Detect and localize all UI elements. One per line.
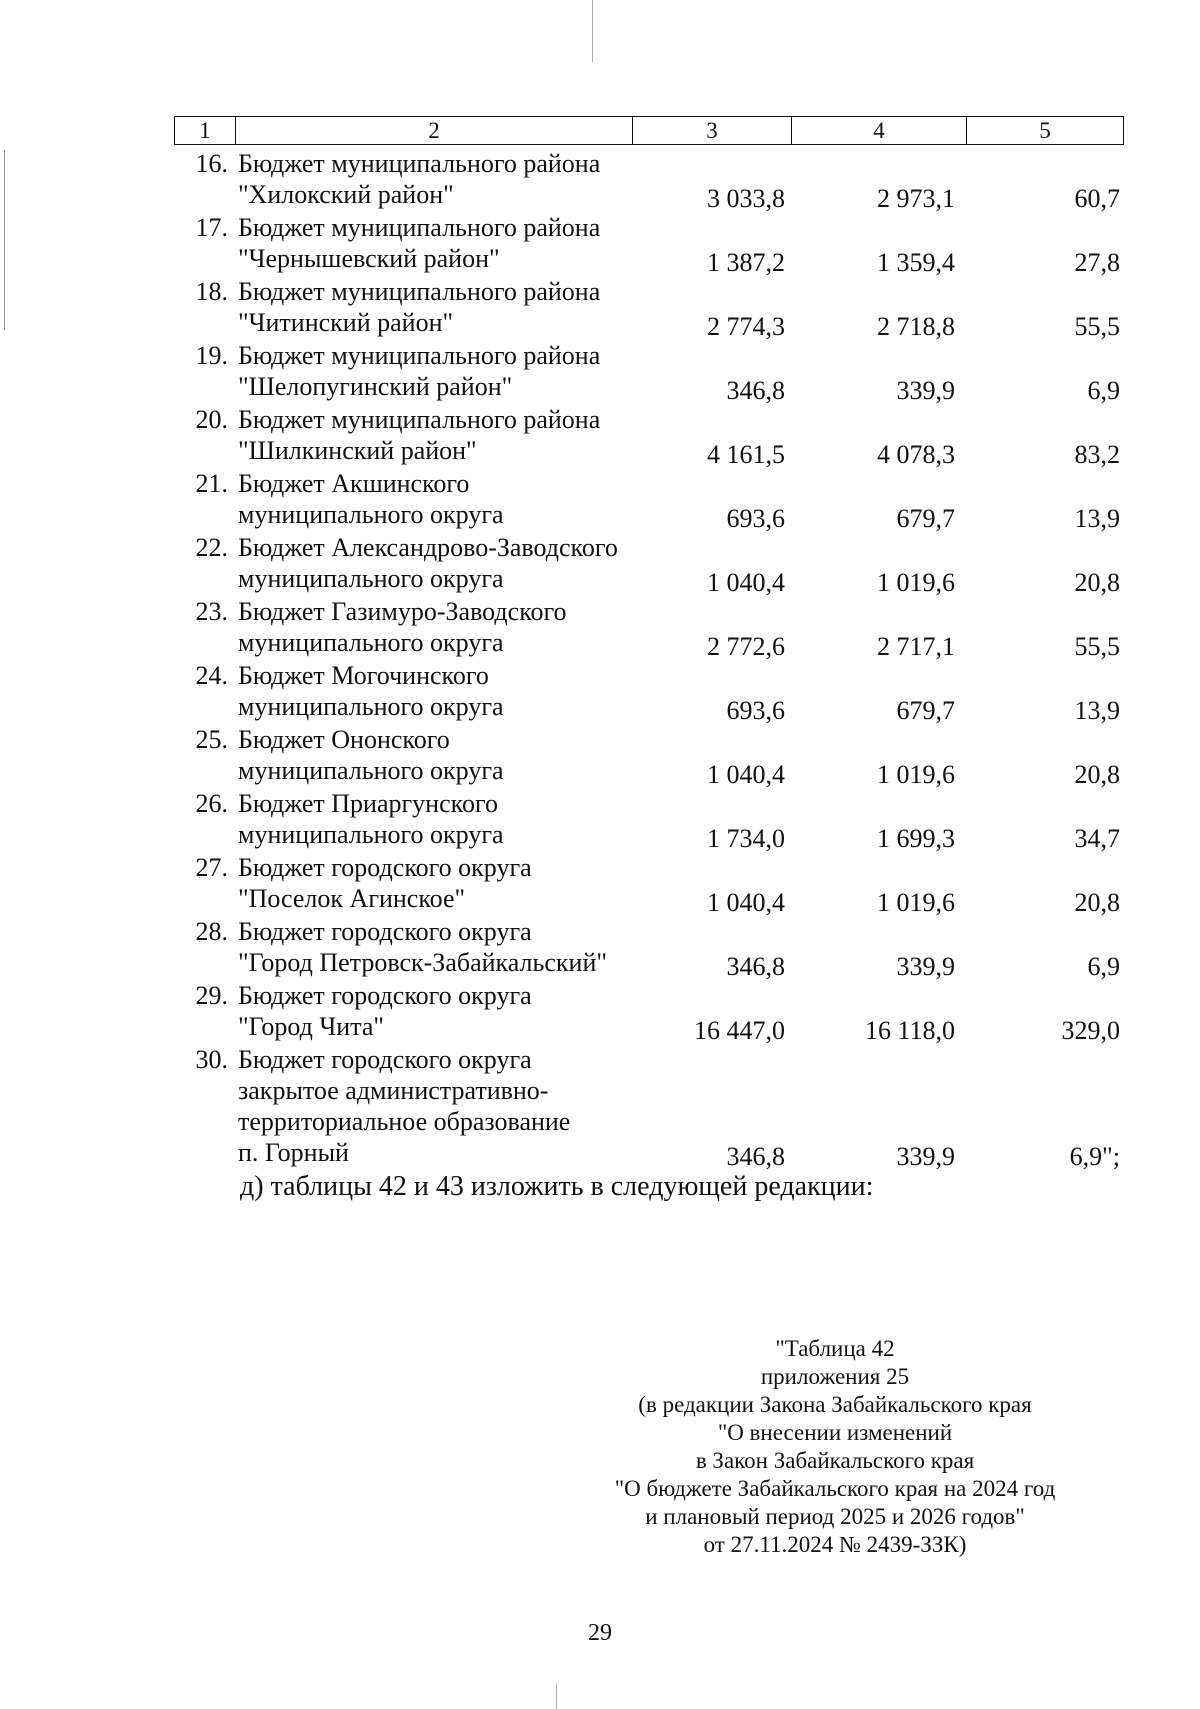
row-value-3: 2 772,6 xyxy=(707,632,785,661)
row-value-4: 1 019,6 xyxy=(877,568,955,597)
row-value-5: 20,8 xyxy=(1074,760,1120,789)
row-name-line: "Хилокский район" xyxy=(238,180,454,209)
row-value-5: 55,5 xyxy=(1074,312,1120,341)
row-value-5: 20,8 xyxy=(1074,568,1120,597)
row-value-4: 679,7 xyxy=(896,504,955,533)
row-name-line: Бюджет городского округа xyxy=(238,1045,532,1074)
row-number: 28. xyxy=(195,917,228,946)
row-value-5: 55,5 xyxy=(1074,632,1120,661)
row-number: 18. xyxy=(195,277,228,306)
row-number: 29. xyxy=(195,981,228,1010)
table-row xyxy=(0,404,1200,468)
table-row xyxy=(0,788,1200,852)
col-header-2: 2 xyxy=(236,117,633,145)
row-value-3: 693,6 xyxy=(726,696,785,725)
row-value-3: 1 040,4 xyxy=(707,888,785,917)
caption-line: приложения 25 xyxy=(760,1364,910,1389)
table-row xyxy=(0,276,1200,340)
row-name xyxy=(238,148,678,210)
page-number: 29 xyxy=(588,1620,612,1646)
row-value-5: 20,8 xyxy=(1074,888,1120,917)
caption-line: (в редакции Закона Забайкальского края xyxy=(638,1392,1032,1417)
row-value-3: 4 161,5 xyxy=(707,440,785,469)
caption-line: "О бюджете Забайкальского края на 2024 год xyxy=(614,1476,1056,1501)
table-row xyxy=(0,660,1200,724)
caption-line: от 27.11.2024 № 2439-ЗЗК) xyxy=(703,1532,967,1557)
row-value-3: 1 734,0 xyxy=(707,824,785,853)
row-value-4: 2 973,1 xyxy=(877,184,955,213)
row-name-line: муниципального округа xyxy=(238,820,504,849)
row-name-line: "Поселок Агинское" xyxy=(238,884,466,913)
row-value-5: 329,0 xyxy=(1061,1016,1120,1045)
table-row xyxy=(0,148,1200,212)
row-number: 25. xyxy=(195,725,228,754)
caption-line: в Закон Забайкальского края xyxy=(695,1448,975,1473)
row-value-4: 4 078,3 xyxy=(877,440,955,469)
row-name-line: "Читинский район" xyxy=(238,308,454,337)
row-number: 23. xyxy=(195,597,228,626)
row-name xyxy=(238,788,678,850)
table-row xyxy=(0,532,1200,596)
row-name-line: Бюджет Акшинского xyxy=(238,469,470,498)
table-row xyxy=(0,852,1200,916)
row-name-line: Бюджет городского округа xyxy=(238,853,532,882)
row-number: 27. xyxy=(195,853,228,882)
row-value-5: 6,9"; xyxy=(1069,1142,1120,1171)
row-name xyxy=(238,852,678,914)
row-name-line: Бюджет Могочинского xyxy=(238,661,489,690)
row-number: 19. xyxy=(195,341,228,370)
row-number: 22. xyxy=(195,533,228,562)
row-name xyxy=(238,1044,678,1168)
row-name xyxy=(238,468,678,530)
row-name-line: п. Горный xyxy=(238,1138,349,1167)
row-name-line: "Шелопугинский район" xyxy=(238,372,513,401)
row-value-5: 6,9 xyxy=(1087,952,1120,981)
table-row xyxy=(0,340,1200,404)
row-name-line: Бюджет Газимуро-Заводского xyxy=(238,597,567,626)
caption-line: и плановый период 2025 и 2026 годов" xyxy=(645,1504,1025,1529)
row-number: 20. xyxy=(195,405,228,434)
row-name xyxy=(238,212,678,274)
row-name xyxy=(238,532,678,594)
row-number: 30. xyxy=(195,1045,228,1074)
row-value-3: 346,8 xyxy=(726,1142,785,1171)
row-name-line: муниципального округа xyxy=(238,692,504,721)
row-name xyxy=(238,916,678,978)
row-value-4: 16 118,0 xyxy=(864,1016,955,1045)
row-value-4: 339,9 xyxy=(896,952,955,981)
row-value-5: 27,8 xyxy=(1074,248,1120,277)
col-header-4: 4 xyxy=(792,117,967,145)
budget-table-body xyxy=(0,148,1200,1170)
row-value-4: 339,9 xyxy=(896,1142,955,1171)
row-value-3: 346,8 xyxy=(726,952,785,981)
row-value-4: 1 019,6 xyxy=(877,888,955,917)
amendment-instruction: д) таблицы 42 и 43 изложить в следующей редакции: xyxy=(240,1171,874,1202)
row-value-3: 1 040,4 xyxy=(707,760,785,789)
row-value-5: 83,2 xyxy=(1074,440,1120,469)
row-number: 16. xyxy=(195,149,228,178)
row-value-5: 13,9 xyxy=(1074,504,1120,533)
col-header-3: 3 xyxy=(633,117,792,145)
row-name-line: Бюджет Приаргунского xyxy=(238,789,498,818)
table-row xyxy=(0,468,1200,532)
table-row xyxy=(0,724,1200,788)
row-value-3: 346,8 xyxy=(726,376,785,405)
row-value-4: 1 359,4 xyxy=(877,248,955,277)
row-name-line: Бюджет муниципального района xyxy=(238,149,601,178)
table-row xyxy=(0,596,1200,660)
row-name xyxy=(238,980,678,1042)
row-name-line: "Шилкинский район" xyxy=(238,436,477,465)
row-number: 24. xyxy=(195,661,228,690)
row-value-3: 2 774,3 xyxy=(707,312,785,341)
row-name-line: Бюджет Александрово-Заводского xyxy=(238,533,618,562)
row-value-3: 1 387,2 xyxy=(707,248,785,277)
row-name-line: "Город Петровск-Забайкальский" xyxy=(238,948,607,977)
row-name-line: муниципального округа xyxy=(238,628,504,657)
row-value-4: 1 019,6 xyxy=(877,760,955,789)
row-name-line: "Город Чита" xyxy=(238,1012,384,1041)
row-name-line: Бюджет муниципального района xyxy=(238,213,601,242)
column-header-table xyxy=(174,116,1124,145)
row-name-line: муниципального округа xyxy=(238,756,504,785)
table-row xyxy=(0,980,1200,1044)
scan-artifact-bottom xyxy=(556,1684,557,1709)
row-name-line: муниципального округа xyxy=(238,500,504,529)
row-name-line: Бюджет Ононского xyxy=(238,725,450,754)
row-value-5: 60,7 xyxy=(1074,184,1120,213)
row-value-4: 2 717,1 xyxy=(877,632,955,661)
table-row xyxy=(0,212,1200,276)
row-name-line: "Чернышевский район" xyxy=(238,244,500,273)
table-row xyxy=(0,1044,1200,1170)
row-value-3: 693,6 xyxy=(726,504,785,533)
row-name-line: закрытое административно- xyxy=(238,1076,549,1105)
row-name xyxy=(238,724,678,786)
row-name-line: Бюджет городского округа xyxy=(238,981,532,1010)
row-name xyxy=(238,660,678,722)
col-header-5: 5 xyxy=(967,117,1124,145)
row-value-4: 339,9 xyxy=(896,376,955,405)
caption-line: "О внесении изменений xyxy=(717,1420,953,1445)
caption-line: "Таблица 42 xyxy=(775,1336,895,1361)
row-name-line: Бюджет муниципального района xyxy=(238,405,601,434)
row-name xyxy=(238,340,678,402)
row-value-4: 679,7 xyxy=(896,696,955,725)
row-name xyxy=(238,596,678,658)
row-number: 26. xyxy=(195,789,228,818)
row-name-line: муниципального округа xyxy=(238,564,504,593)
row-value-4: 1 699,3 xyxy=(877,824,955,853)
row-value-3: 16 447,0 xyxy=(694,1016,785,1045)
row-name-line: Бюджет муниципального района xyxy=(238,277,601,306)
row-value-3: 3 033,8 xyxy=(707,184,785,213)
row-name-line: территориальное образование xyxy=(238,1107,571,1136)
row-name-line: Бюджет муниципального района xyxy=(238,341,601,370)
row-value-4: 2 718,8 xyxy=(877,312,955,341)
row-number: 17. xyxy=(195,213,228,242)
scan-artifact-top xyxy=(592,0,593,62)
row-value-5: 6,9 xyxy=(1087,376,1120,405)
row-value-3: 1 040,4 xyxy=(707,568,785,597)
row-name xyxy=(238,404,678,466)
table-caption xyxy=(580,1335,1090,1559)
row-name xyxy=(238,276,678,338)
row-value-5: 34,7 xyxy=(1074,824,1120,853)
table-row xyxy=(0,916,1200,980)
row-number: 21. xyxy=(195,469,228,498)
row-value-5: 13,9 xyxy=(1074,696,1120,725)
row-name-line: Бюджет городского округа xyxy=(238,917,532,946)
col-header-1: 1 xyxy=(175,117,236,145)
